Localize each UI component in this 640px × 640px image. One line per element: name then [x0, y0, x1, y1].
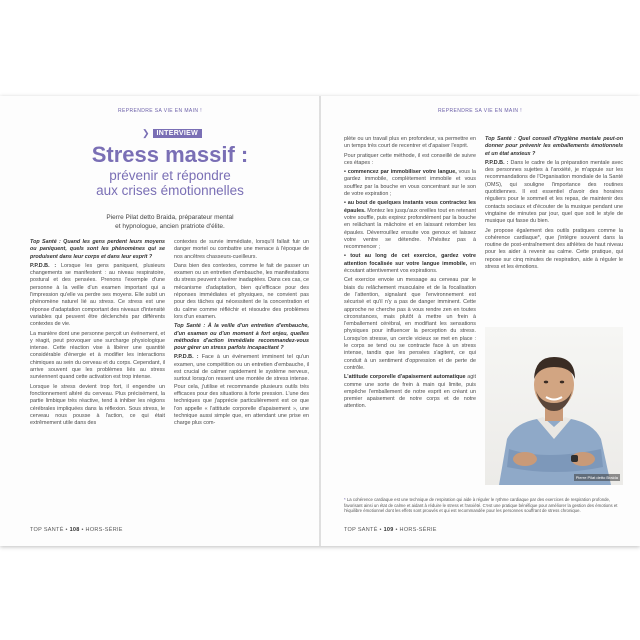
body-paragraph [485, 160, 623, 226]
asterisk-icon: * [344, 497, 347, 502]
paragraph-text: Lorsque le stress devient trop fort, il engendre un fonctionnement altéré du cerveau. Plus précisément, la partie limbique très réactive, tend à inhiber les régions cérébrales impliquées dans la réflexion. Sous stress, le cerveau nous pousse à l'action, ce qui était extrêmement utile dans des [30, 383, 165, 427]
body-paragraph [30, 384, 165, 428]
lead-in: P.P.D.B. : [30, 262, 57, 269]
lead-in: • au bout de quelques instants vous contractez les épaules. [344, 200, 476, 214]
paragraph-text: Face à un événement imminent tel qu'un examen, une compétition ou un entretien d'embauche, il est crucial de calmer rapidement le système nerveux, surtout lorsqu'on ressent une montée de stress intense. Pour cela, j'utilise et recommande plusieurs outils très efficaces pour des situations à forte pression. L'une des techniques que j'apprécie particulièrement est ce que l'on appelle « l'attitude corporelle d'apaisement », une technique aussi simple que, en attendant une prise en charge plus com- [174, 354, 309, 427]
body-paragraph [30, 331, 165, 382]
paragraph-text: en écoutant attentivement vos expirations. [344, 260, 476, 275]
body-paragraph [344, 277, 476, 372]
paragraph-text: vous la gardez immobile, complètement immobile et vous soufflez par la bouche en vous concentrant sur le son de votre expiration ; [344, 169, 476, 198]
byline-line-1: Pierre Pilat detto Braida, préparateur mental [106, 214, 234, 221]
paragraph-text: Dans bien des contextes, comme le fait de passer un examen ou un entretien d'embauche, les manifestations du stress peuvent s'avérer inadaptées. Dans ces cas, ce mécanisme d'adaptation, bien qu'efficace pour des réponses immédiates et physiques, ne convient pas pour des tâches qui nécessitent de la concentration et du calme comme réfléchir et résoudre des problèmes lors d'un examen. [174, 262, 309, 320]
bullet-paragraph [344, 253, 476, 275]
paragraph-text: plète ou un travail plus en profondeur, va permettre en un temps très court de recentrer et d'apaiser l'esprit. [344, 136, 476, 150]
running-head-right: REPRENDRE SA VIE EN MAIN ! [437, 108, 523, 114]
paragraph-text: Je propose également des outils pratiques comme la cohérence cardiaque*, que j'intègre souvent dans la routine de post-entraînement des athlètes de haut niveau pour les aider à revenir au calme. Cette pratique, qui repose sur cinq minutes de respiration, aide à réguler le stress et les émotions. [485, 227, 623, 271]
left-column-1 [30, 239, 165, 529]
lead-in: • commencez par immobiliser votre langue, [344, 169, 457, 176]
chevron-right-icon: ❯ [142, 128, 150, 138]
photo-credit: Pierre Pilat detto Braida [575, 475, 618, 480]
left-page [0, 96, 320, 546]
bullet-paragraph [344, 200, 476, 251]
section-tag-label: INTERVIEW [153, 129, 202, 138]
left-column-2 [174, 239, 309, 529]
footnote: * La cohérence cardiaque est une technique de respiration qui aide à réguler le rythme cardiaque par des exercices de respiration profonde, favorisant ainsi un état de calme et aidant à réduire le stress et l'anxiété. C'est une pratique bénéfique pour améliorer la gestion des émotions et l'équilibre émotionnel dont les effets sont prouvés et qui est recommandée pour les personnes souffrant de stress chronique. [344, 497, 618, 514]
interview-question: Top Santé : Quel conseil d'hygiène mentale peut-on donner pour prévenir les emballements émotionnels et un état anxieux ? [485, 136, 623, 157]
lead-in: • tout au long de cet exercice, gardez votre attention focalisée sur votre langue immobile, [344, 253, 476, 267]
body-paragraph [485, 228, 623, 272]
folio-left: TOP SANTÉ • 108 • HORS-SÉRIE [30, 527, 123, 533]
right-page [320, 96, 640, 546]
body-paragraph [344, 374, 476, 410]
paragraph-text: Pour pratiquer cette méthode, il est conseillé de suivre ces étapes : [344, 152, 476, 166]
lead-in: P.P.D.B. : [485, 159, 509, 166]
portrait-photo [485, 327, 623, 485]
portrait-illustration [485, 327, 623, 485]
article-subtitle-line-2: aux crises émotionnelles [96, 183, 244, 198]
interview-question: Top Santé : Quand les gens perdent leurs moyens ou paniquent, quels sont les phénomènes qui se produisent dans leur corps et dans leur esprit ? [30, 239, 165, 260]
paragraph-text: contextes de survie immédiate, lorsqu'il fallait fuir un danger mortel ou combattre une menace à l'époque de nos ancêtres chasseurs-cueilleurs. [174, 239, 309, 260]
article-title: Stress massif : [91, 142, 249, 167]
paragraph-text: Cet exercice envoie un message au cerveau par le biais du relâchement musculaire et de la focalisation de l'attention, signalant que l'environnement est sécurisé et qu'il n'y a pas de danger imminent. Cette approche ne cherche pas à vous rendre zen en toutes circonstances, mais plutôt à mettre un frein à l'emballement cérébral, en modifiant les sensations physiques pour influencer la perception du stress. Lorsqu'on stresse, un cercle vicieux se met en place : le corps se tend ou se contracte face à un stress intense, tandis que les pensées s'agitent, ce qui conduit à un sentiment d'oppression et de perte de contrôle. [344, 277, 476, 371]
paragraph-text: La manière dont une personne perçoit un événement, et y réagit, peut provoquer une surcharge physiologique intense. Cette réaction vise à libérer une quantité considérable d'énergie et à modifier les interactions chimiques au sein du cerveau et du corps. Cependant, il arrive souvent que les problèmes liés au stress surviennent quand cette activation est trop intense. [30, 330, 165, 381]
paragraph-text: Montez les jusqu'aux oreilles tout en retenant votre souffle, puis expirez profondément par la bouche en relâchant la mâchoire et en laissant retomber les épaules. Déverrouillez ensuite vos genoux et laissez votre ventre se détendre. N'hésitez pas à recommencer ; [344, 207, 476, 251]
folio-right: TOP SANTÉ • 109 • HORS-SÉRIE [344, 527, 437, 533]
lead-in: P.P.D.B. : [174, 354, 199, 361]
paragraph-text: Dans le cadre de la préparation mentale avec des personnes sujettes à l'anxiété, je m'appuie sur les recommandations de l'Organisation mondiale de la Santé (OMS), qui souligne l'importance des routines quotidiennes. Il est essentiel d'avoir des horaires réguliers pour le sommeil et les repas, de maintenir des contacts sociaux et d'écouter de la musique pendant une vingtaine de minutes par jour, quel que soit le style de musique qui fasse du bien. [485, 159, 623, 225]
lead-in: L'attitude corporelle d'apaisement automatique [344, 374, 466, 381]
paragraph-text: agit comme une sorte de frein à main qui limite, puis empêche l'emballement de notre esprit en créant un premier apaisement de notre corps et de notre attention. [344, 374, 476, 410]
byline-line-2: et hypnologue, ancien pratriote d'élite. [115, 223, 225, 230]
right-column-2 [485, 136, 623, 291]
body-paragraph [174, 239, 309, 261]
paragraph-text: Lorsque les gens paniquent, plusieurs changements se manifestent : au niveau respiratoire, postural et des pensées. Prenons l'exemple d'une personne à la veille d'un examen important qui a l'impression qu'elle va perdre ses moyens. Elle subit un phénomène naturel lié au stress. Ce stress est une réponse d'adaptation comportant des niveaux d'intensité variables qui peuvent être déclenchés par différents contextes de vie. [30, 262, 165, 328]
body-paragraph [30, 263, 165, 329]
body-paragraph [344, 136, 476, 151]
body-paragraph [174, 354, 309, 427]
interview-question: Top Santé : À la veille d'un entretien d'embauche, d'un examen ou d'un moment à fort enjeu, quelles méthodes d'action immédiate recommandez-vous pour gérer un stress parfois incapacitant ? [174, 323, 309, 352]
body-paragraph [174, 263, 309, 321]
right-column-1 [344, 136, 476, 529]
section-tag [142, 129, 202, 138]
magazine-spread [0, 96, 640, 546]
running-head-left: REPRENDRE SA VIE EN MAIN ! [117, 108, 203, 114]
body-paragraph [344, 153, 476, 168]
article-subtitle-line-1: prévenir et répondre [109, 168, 231, 183]
bullet-paragraph [344, 169, 476, 198]
